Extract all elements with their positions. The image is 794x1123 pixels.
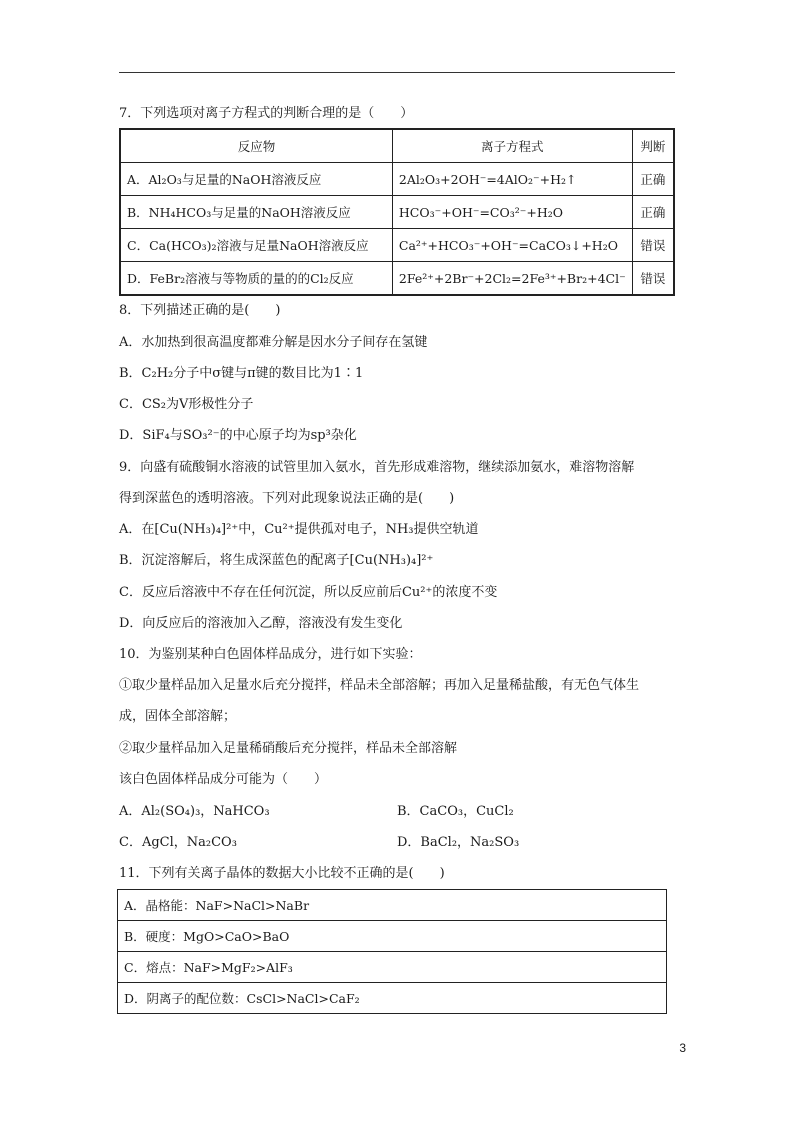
equation-cell: 2Al₂O₃+2OH⁻=4AlO₂⁻+H₂↑ — [392, 163, 632, 196]
table-row — [118, 921, 667, 952]
q11-option-d: D．阴离子的配位数：CsCl>NaCl>CaF₂ — [118, 983, 667, 1014]
reactant-cell: A．Al₂O₃与足量的NaOH溶液反应 — [120, 163, 392, 196]
reactant-cell: B．NH₄HCO₃与足量的NaOH溶液反应 — [120, 196, 392, 229]
table-row — [118, 983, 667, 1014]
q10-option-b: B．CaCO₃，CuCl₂ — [397, 804, 514, 819]
q10-step2: ②取少量样品加入足量稀硝酸后充分搅拌，样品未全部溶解 — [119, 741, 458, 756]
table-row — [120, 196, 674, 229]
q9-option-b: B．沉淀溶解后，将生成深蓝色的配离子[Cu(NH₃)₄]²⁺ — [119, 553, 434, 568]
header-rule — [119, 72, 675, 73]
judgement-cell: 错误 — [632, 262, 674, 296]
q8-option-a: A．水加热到很高温度都难分解是因水分子间存在氢键 — [119, 335, 428, 350]
q8-option-d: D．SiF₄与SO₃²⁻的中心原子均为sp³杂化 — [119, 428, 357, 443]
q9-option-a: A．在[Cu(NH₃)₄]²⁺中，Cu²⁺提供孤对电子，NH₃提供空轨道 — [119, 522, 479, 537]
q8-option-c: C．CS₂为V形极性分子 — [119, 397, 254, 412]
q10-step1-line2: 成，固体全部溶解； — [119, 709, 237, 724]
page-number: 3 — [679, 1041, 686, 1055]
q7-table — [119, 128, 675, 296]
q9-option-d: D．向反应后的溶液加入乙醇，溶液没有发生变化 — [119, 616, 403, 631]
q9-option-c: C．反应后溶液中不存在任何沉淀，所以反应前后Cu²⁺的浓度不变 — [119, 585, 498, 600]
q11-option-c: C．熔点：NaF>MgF₂>AlF₃ — [118, 952, 667, 983]
q11-table — [117, 889, 667, 1014]
header-reactant: 反应物 — [120, 129, 392, 163]
q9-stem-line1: 9．向盛有硫酸铜水溶液的试管里加入氨水，首先形成难溶物，继续添加氨水，难溶物溶解 — [119, 460, 635, 475]
judgement-cell: 正确 — [632, 163, 674, 196]
equation-cell: Ca²⁺+HCO₃⁻+OH⁻=CaCO₃↓+H₂O — [392, 229, 632, 262]
q7-stem: 7．下列选项对离子方程式的判断合理的是（ ） — [119, 106, 414, 121]
q10-question: 该白色固体样品成分可能为（ ） — [119, 772, 328, 787]
q10-option-a: A．Al₂(SO₄)₃，NaHCO₃ — [119, 804, 270, 819]
table-row — [118, 890, 667, 921]
table-row — [120, 163, 674, 196]
q10-option-c: C．AgCl，Na₂CO₃ — [119, 835, 237, 850]
table-header-row — [120, 129, 674, 163]
table-row — [120, 229, 674, 262]
judgement-cell: 错误 — [632, 229, 674, 262]
judgement-cell: 正确 — [632, 196, 674, 229]
header-judgement: 判断 — [632, 129, 674, 163]
q10-step1-line1: ①取少量样品加入足量水后充分搅拌，样品未全部溶解；再加入足量稀盐酸，有无色气体生 — [119, 678, 640, 693]
q11-stem: 11．下列有关离子晶体的数据大小比较不正确的是( ) — [119, 866, 445, 881]
q11-option-a: A．晶格能：NaF>NaCl>NaBr — [118, 890, 667, 921]
q8-stem: 8．下列描述正确的是( ) — [119, 303, 281, 318]
equation-cell: HCO₃⁻+OH⁻=CO₃²⁻+H₂O — [392, 196, 632, 229]
q8-option-b: B．C₂H₂分子中σ键与π键的数目比为1∶1 — [119, 366, 364, 381]
equation-cell: 2Fe²⁺+2Br⁻+2Cl₂=2Fe³⁺+Br₂+4Cl⁻ — [392, 262, 632, 296]
table-row — [120, 262, 674, 296]
header-equation: 离子方程式 — [392, 129, 632, 163]
reactant-cell: C．Ca(HCO₃)₂溶液与足量NaOH溶液反应 — [120, 229, 392, 262]
q10-option-d: D．BaCl₂，Na₂SO₃ — [397, 835, 520, 850]
q10-stem: 10．为鉴别某种白色固体样品成分，进行如下实验： — [119, 647, 422, 662]
q9-stem-line2: 得到深蓝色的透明溶液。下列对此现象说法正确的是( ) — [119, 491, 455, 506]
reactant-cell: D．FeBr₂溶液与等物质的量的的Cl₂反应 — [120, 262, 392, 296]
table-row — [118, 952, 667, 983]
q11-option-b: B．硬度：MgO>CaO>BaO — [118, 921, 667, 952]
